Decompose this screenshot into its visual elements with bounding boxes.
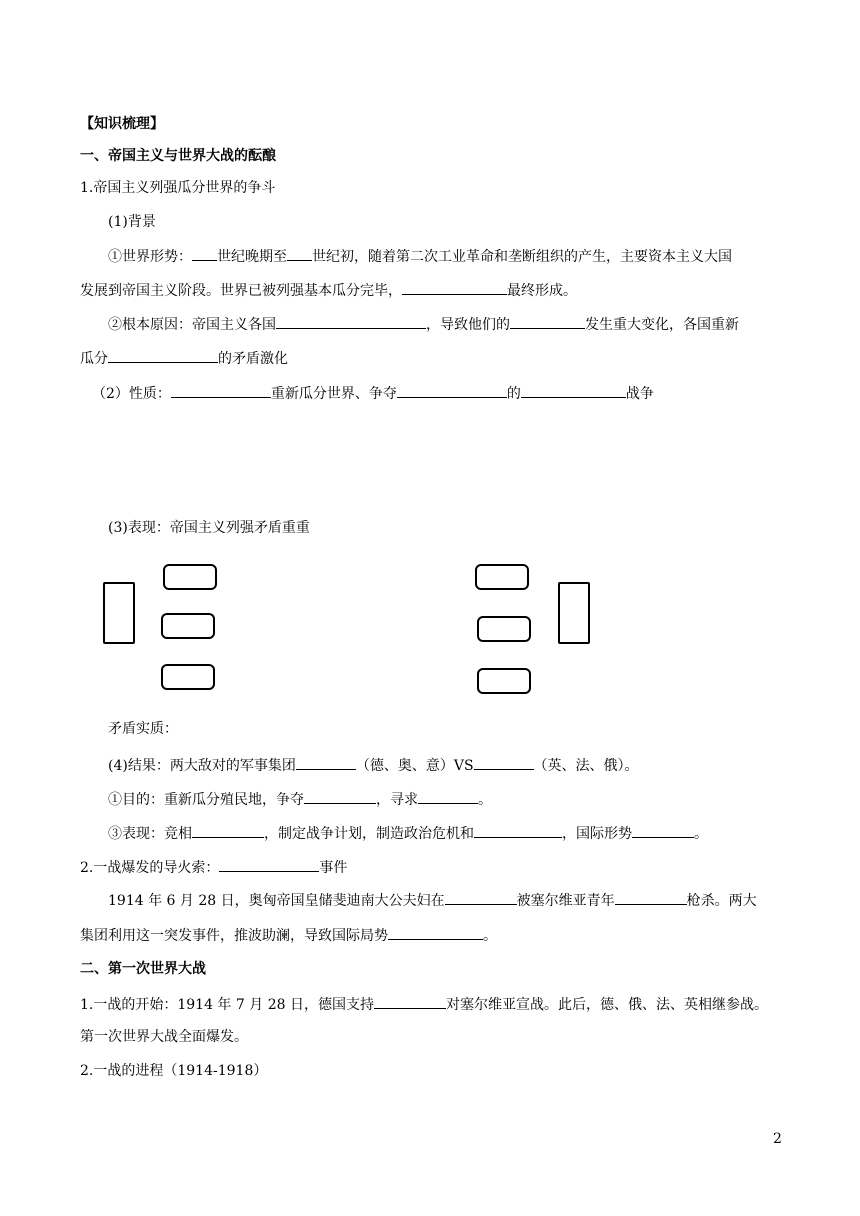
- blank[interactable]: [171, 383, 271, 398]
- blank[interactable]: [474, 755, 534, 770]
- fuse-line: [80, 857, 347, 877]
- sarajevo-line: [108, 890, 757, 910]
- left-box-1: [163, 564, 217, 590]
- text: ②根本原因：帝国主义各国: [108, 317, 276, 333]
- performance-line: [108, 823, 708, 843]
- subsection1-title: 1.帝国主义列强瓜分世界的争斗: [80, 180, 276, 196]
- text: ③表现：竞相: [108, 826, 192, 842]
- blank[interactable]: [521, 383, 626, 398]
- blank[interactable]: [219, 857, 319, 872]
- section2-title: 二、第一次世界大战: [80, 961, 206, 977]
- text: 重新瓜分世界、争夺: [270, 386, 397, 402]
- right-box-2: [477, 616, 531, 642]
- text: 。: [483, 928, 497, 944]
- text: 2.一战爆发的导火索：: [80, 860, 220, 876]
- text: 集团利用这一突发事件，推波助澜，导致国际局势: [80, 928, 388, 944]
- text: 最终形成。: [507, 283, 577, 299]
- text: ，寻求: [376, 792, 418, 808]
- text: ，制定战争计划，制造政治危机和: [264, 826, 474, 842]
- text: 被塞尔维亚青年: [516, 893, 615, 909]
- right-bloc-box: [558, 582, 590, 644]
- blank[interactable]: [296, 755, 356, 770]
- right-box-1: [475, 564, 529, 590]
- text: 事件: [319, 860, 348, 876]
- nature-line: [92, 383, 654, 403]
- text: ①世界形势：: [108, 249, 192, 265]
- right-box-3: [477, 668, 531, 694]
- war-process-title: 2.一战的进程（1914-1918）: [80, 1063, 268, 1079]
- text: 1914 年 6 月 28 日，奥匈帝国皇储斐迪南大公夫妇在: [108, 893, 445, 909]
- world-situation-line-2: [80, 280, 577, 300]
- manifestation-label: (3)表现：帝国主义列强矛盾重重: [108, 520, 310, 536]
- text: 世纪晚期至: [217, 249, 287, 265]
- blank[interactable]: [374, 994, 446, 1009]
- text: 1.一战的开始：1914 年 7 月 28 日，德国支持: [80, 997, 374, 1013]
- contradiction-essence: 矛盾实质：: [108, 721, 178, 737]
- blank[interactable]: [615, 890, 687, 905]
- text: ①目的：重新瓜分殖民地，争夺: [108, 792, 304, 808]
- background-label: (1)背景: [108, 214, 156, 230]
- text: 的: [506, 386, 521, 402]
- text: （2）性质：: [92, 386, 171, 402]
- blank[interactable]: [402, 280, 507, 295]
- blank[interactable]: [510, 314, 585, 329]
- result-line: [108, 755, 639, 775]
- blank[interactable]: [192, 823, 264, 838]
- text: ，导致他们的: [426, 317, 510, 333]
- root-cause-line: [108, 314, 739, 334]
- knowledge-heading: 【知识梳理】: [80, 116, 164, 132]
- world-situation-line: [108, 246, 732, 266]
- text: (4)结果：两大敌对的军事集团: [108, 758, 296, 774]
- root-cause-line-2: [80, 348, 288, 368]
- page-number: 2: [773, 1131, 782, 1147]
- text: 。: [694, 826, 708, 842]
- left-box-2: [161, 613, 215, 639]
- text: 发生重大变化，各国重新: [585, 317, 739, 333]
- text: 瓜分: [80, 351, 108, 367]
- text: 。: [478, 792, 492, 808]
- blank[interactable]: [632, 823, 694, 838]
- blank[interactable]: [304, 789, 376, 804]
- text: 战争: [625, 386, 654, 402]
- blank[interactable]: [108, 348, 218, 363]
- text: 世纪初，随着第二次工业革命和垄断组织的产生，主要资本主义大国: [312, 249, 732, 265]
- purpose-line: [108, 789, 492, 809]
- blank[interactable]: [192, 246, 217, 261]
- text: 对塞尔维亚宣战。此后，德、俄、法、英相继参战。: [445, 997, 768, 1013]
- blank[interactable]: [445, 890, 517, 905]
- blank[interactable]: [397, 383, 507, 398]
- text: （德、奥、意）VS: [355, 758, 474, 774]
- blank[interactable]: [388, 925, 483, 940]
- left-bloc-box: [103, 582, 135, 644]
- blank[interactable]: [474, 823, 562, 838]
- sarajevo-line-2: [80, 925, 497, 945]
- left-box-3: [161, 664, 215, 690]
- blank[interactable]: [418, 789, 478, 804]
- text: ，国际形势: [562, 826, 632, 842]
- text: 发展到帝国主义阶段。世界已被列强基本瓜分完毕，: [80, 283, 402, 299]
- text: 枪杀。两大: [686, 893, 757, 909]
- section1-title: 一、帝国主义与世界大战的酝酿: [80, 148, 276, 164]
- blank[interactable]: [287, 246, 312, 261]
- text: （英、法、俄）。: [533, 758, 639, 774]
- war-start-line: [80, 994, 768, 1014]
- text: 的矛盾激化: [218, 351, 288, 367]
- blank[interactable]: [276, 314, 426, 329]
- war-start-line-2: 第一次世界大战全面爆发。: [80, 1029, 248, 1045]
